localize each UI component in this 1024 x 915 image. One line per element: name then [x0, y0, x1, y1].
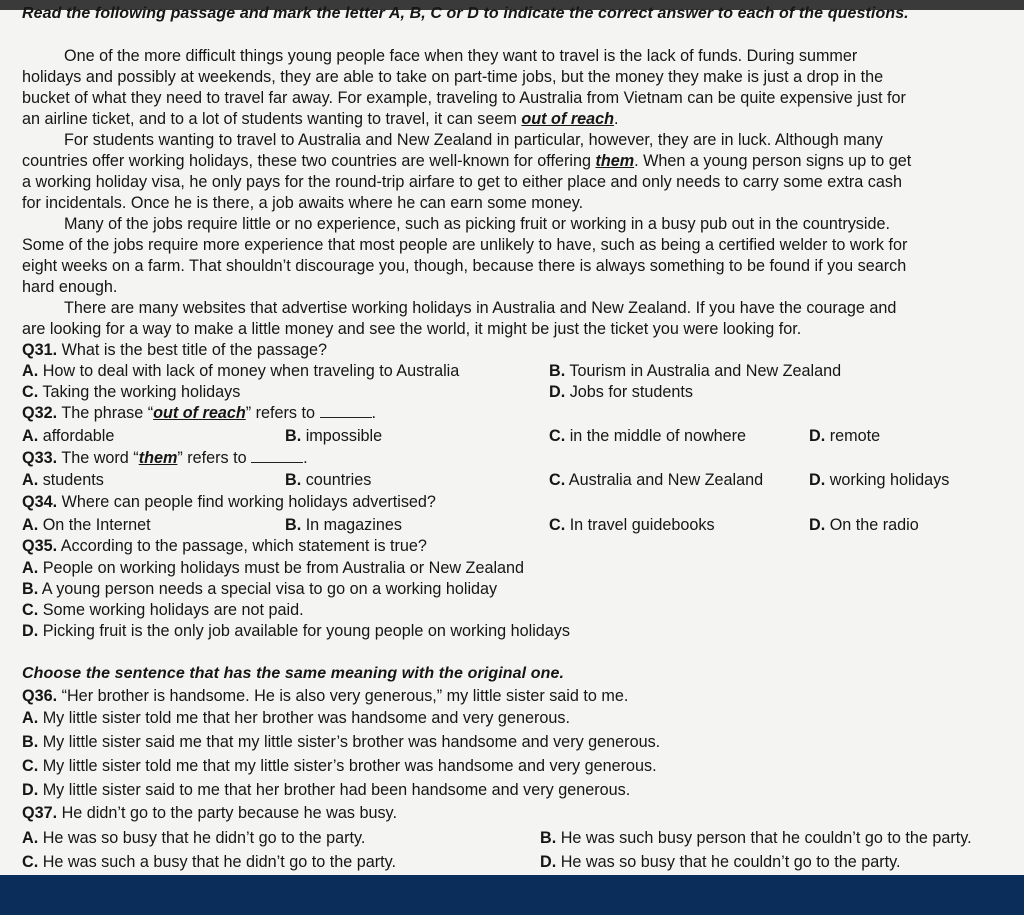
- option-letter: C.: [549, 516, 566, 534]
- option-letter: B.: [285, 516, 302, 534]
- passage-p2-line2: [22, 151, 911, 171]
- option-text: My little sister told me that my little sister’s brother was handsome and very generous.: [42, 757, 657, 775]
- option-letter: A.: [22, 362, 39, 380]
- q31-text: What is the best title of the passage?: [57, 341, 328, 359]
- q34-option-a[interactable]: [22, 515, 151, 535]
- question-q34: [22, 492, 436, 512]
- q33-number: Q33.: [22, 449, 58, 467]
- option-text: He was so busy that he didn’t go to the party.: [42, 829, 366, 847]
- q31-number: Q31.: [22, 341, 58, 359]
- passage-p4-line2: are looking for a way to make a little money and see the world, it might be just the ticket you were looking for.: [22, 320, 802, 338]
- q32-option-c[interactable]: [549, 426, 746, 446]
- option-letter: C.: [22, 757, 39, 775]
- q35-text: According to the passage, which statement is true?: [57, 537, 427, 555]
- option-text: My little sister said me that my little sister’s brother was handsome and very generous.: [42, 733, 661, 751]
- passage-p2-line3: a working holiday visa, he only pays for the round-trip airfare to get to either place and only needs to carry some extra cash: [22, 173, 902, 191]
- passage-p3-line1: Many of the jobs require little or no experience, such as picking fruit or working in a busy pub out in the countryside.: [64, 215, 891, 233]
- option-letter: A.: [22, 427, 39, 445]
- q37-option-a[interactable]: [22, 828, 365, 848]
- reading-instructions: Read the following passage and mark the letter A, B, C or D to indicate the correct answer to each of the questions.: [22, 5, 909, 22]
- q33-option-a[interactable]: [22, 470, 104, 490]
- q32-blank: [320, 405, 372, 418]
- question-q33: [22, 448, 308, 468]
- option-letter: B.: [285, 427, 302, 445]
- option-letter: C.: [22, 853, 39, 871]
- question-q37: [22, 803, 397, 823]
- option-text: countries: [305, 471, 372, 489]
- q33-option-c[interactable]: [549, 470, 763, 490]
- q33-text: The word “: [57, 449, 139, 467]
- option-letter: D.: [809, 471, 826, 489]
- option-text: A young person needs a special visa to go on a working holiday: [41, 580, 498, 598]
- q32-option-a[interactable]: [22, 426, 114, 446]
- option-text: impossible: [305, 427, 383, 445]
- q34-text: Where can people find working holidays advertised?: [57, 493, 436, 511]
- option-text: remote: [829, 427, 881, 445]
- q31-option-d[interactable]: [549, 382, 693, 402]
- passage-p3-line2: Some of the jobs require more experience that most people are unlikely to have, such as being a certified welder to work for: [22, 236, 908, 254]
- q33-option-b[interactable]: [285, 470, 371, 490]
- option-letter: B.: [549, 362, 566, 380]
- passage-p1-line1: One of the more difficult things young people face when they want to travel is the lack of funds. During summer: [64, 47, 858, 65]
- question-q32: [22, 403, 376, 423]
- option-text: In magazines: [305, 516, 402, 534]
- q32-text-end: ” refers to: [245, 404, 320, 422]
- option-letter: D.: [540, 853, 557, 871]
- option-letter: C.: [22, 601, 39, 619]
- option-text: Jobs for students: [569, 383, 693, 401]
- passage-p1-line3: bucket of what they need to travel far away. For example, traveling to Australia from Vietnam can be quite expensive just for: [22, 89, 906, 107]
- option-text: students: [42, 471, 104, 489]
- option-letter: A.: [22, 559, 39, 577]
- option-letter: D.: [22, 781, 39, 799]
- q33-option-d[interactable]: [809, 470, 949, 490]
- q36-text: “Her brother is handsome. He is also very generous,” my little sister said to me.: [57, 687, 629, 705]
- q32-option-b[interactable]: [285, 426, 382, 446]
- q31-option-a[interactable]: [22, 361, 459, 381]
- option-text: On the Internet: [42, 516, 151, 534]
- option-letter: D.: [809, 427, 826, 445]
- passage-p3-line4: hard enough.: [22, 278, 118, 296]
- passage-p1-line4-end: .: [614, 110, 619, 128]
- option-letter: D.: [549, 383, 566, 401]
- q36-number: Q36.: [22, 687, 58, 705]
- passage-p4-line1: There are many websites that advertise working holidays in Australia and New Zealand. If you have the courage and: [64, 299, 897, 317]
- option-text: Picking fruit is the only job available for young people on working holidays: [42, 622, 570, 640]
- q32-number: Q32.: [22, 404, 58, 422]
- option-text: Australia and New Zealand: [568, 471, 764, 489]
- emphasis-out-of-reach: out of reach: [521, 110, 615, 128]
- option-text: He was so busy that he couldn’t go to the party.: [560, 853, 901, 871]
- passage-p3-line3: eight weeks on a farm. That shouldn’t discourage you, though, because there is always something to be found if you search: [22, 257, 907, 275]
- option-letter: A.: [22, 471, 39, 489]
- option-letter: C.: [22, 383, 39, 401]
- passage-p1-line4: [22, 109, 619, 129]
- passage-p2-line4: for incidentals. Once he is there, a job awaits where he can earn some money.: [22, 194, 584, 212]
- option-text: working holidays: [829, 471, 950, 489]
- q35-option-c[interactable]: [22, 600, 304, 620]
- option-text: People on working holidays must be from Australia or New Zealand: [42, 559, 525, 577]
- q34-option-b[interactable]: [285, 515, 402, 535]
- option-text: My little sister told me that her brother was handsome and very generous.: [42, 709, 570, 727]
- option-text: In travel guidebooks: [569, 516, 715, 534]
- passage-p1-line2: holidays and possibly at weekends, they are able to take on part-time jobs, but the money they make is just a drop in the: [22, 68, 884, 86]
- document-page: [22, 5, 1012, 875]
- option-letter: B.: [540, 829, 557, 847]
- question-q36: [22, 686, 628, 706]
- q37-text: He didn’t go to the party because he was busy.: [57, 804, 397, 822]
- option-text: affordable: [42, 427, 115, 445]
- q33-emphasis: them: [138, 449, 178, 467]
- option-text: He was such a busy that he didn’t go to the party.: [42, 853, 397, 871]
- question-q31: [22, 340, 327, 360]
- option-text: On the radio: [829, 516, 919, 534]
- option-letter: B.: [22, 733, 39, 751]
- question-q35: [22, 536, 427, 556]
- q35-option-d[interactable]: [22, 621, 570, 641]
- q34-option-c[interactable]: [549, 515, 715, 535]
- passage-p2-line1: For students wanting to travel to Australia and New Zealand in particular, however, they are in luck. Although many: [64, 131, 883, 149]
- passage-p2-line2-text: countries offer working holidays, these two countries are well-known for offering: [22, 152, 596, 170]
- option-letter: A.: [22, 516, 39, 534]
- emphasis-them: them: [595, 152, 635, 170]
- q32-option-d[interactable]: [809, 426, 880, 446]
- option-letter: B.: [285, 471, 302, 489]
- q32-period: .: [371, 404, 376, 422]
- option-text: Tourism in Australia and New Zealand: [569, 362, 842, 380]
- option-letter: D.: [22, 622, 39, 640]
- option-text: in the middle of nowhere: [569, 427, 747, 445]
- q35-number: Q35.: [22, 537, 58, 555]
- option-letter: C.: [549, 427, 566, 445]
- option-letter: C.: [549, 471, 566, 489]
- passage-p1-line4-text: an airline ticket, and to a lot of students wanting to travel, it can seem: [22, 110, 522, 128]
- q32-emphasis: out of reach: [153, 404, 246, 422]
- q35-option-b[interactable]: [22, 579, 497, 599]
- q36-option-a[interactable]: [22, 708, 570, 728]
- q37-option-c[interactable]: [22, 852, 396, 872]
- q36-option-b[interactable]: [22, 732, 660, 752]
- q34-option-d[interactable]: [809, 515, 919, 535]
- option-letter: B.: [22, 580, 39, 598]
- option-text: How to deal with lack of money when traveling to Australia: [42, 362, 460, 380]
- q33-blank: [251, 450, 303, 463]
- transformation-instructions: Choose the sentence that has the same meaning with the original one.: [22, 665, 565, 682]
- option-text: My little sister said to me that her brother had been handsome and very generous.: [42, 781, 631, 799]
- q33-text-end: ” refers to: [177, 449, 252, 467]
- q31-option-b[interactable]: [549, 361, 841, 381]
- q37-number: Q37.: [22, 804, 58, 822]
- q33-period: .: [303, 449, 308, 467]
- q37-option-d[interactable]: [540, 852, 901, 872]
- q32-text: The phrase “: [57, 404, 154, 422]
- option-letter: A.: [22, 709, 39, 727]
- option-text: Taking the working holidays: [42, 383, 241, 401]
- q34-number: Q34.: [22, 493, 58, 511]
- q36-option-d[interactable]: [22, 780, 630, 800]
- q37-option-b[interactable]: [540, 828, 972, 848]
- bottom-overlay-bar: [0, 875, 1024, 915]
- q35-option-a[interactable]: [22, 558, 524, 578]
- q31-option-c[interactable]: [22, 382, 240, 402]
- q36-option-c[interactable]: [22, 756, 657, 776]
- option-text: Some working holidays are not paid.: [42, 601, 304, 619]
- option-letter: A.: [22, 829, 39, 847]
- option-text: He was such busy person that he couldn’t go to the party.: [560, 829, 972, 847]
- option-letter: D.: [809, 516, 826, 534]
- passage-p2-line2-end: . When a young person signs up to get: [634, 152, 912, 170]
